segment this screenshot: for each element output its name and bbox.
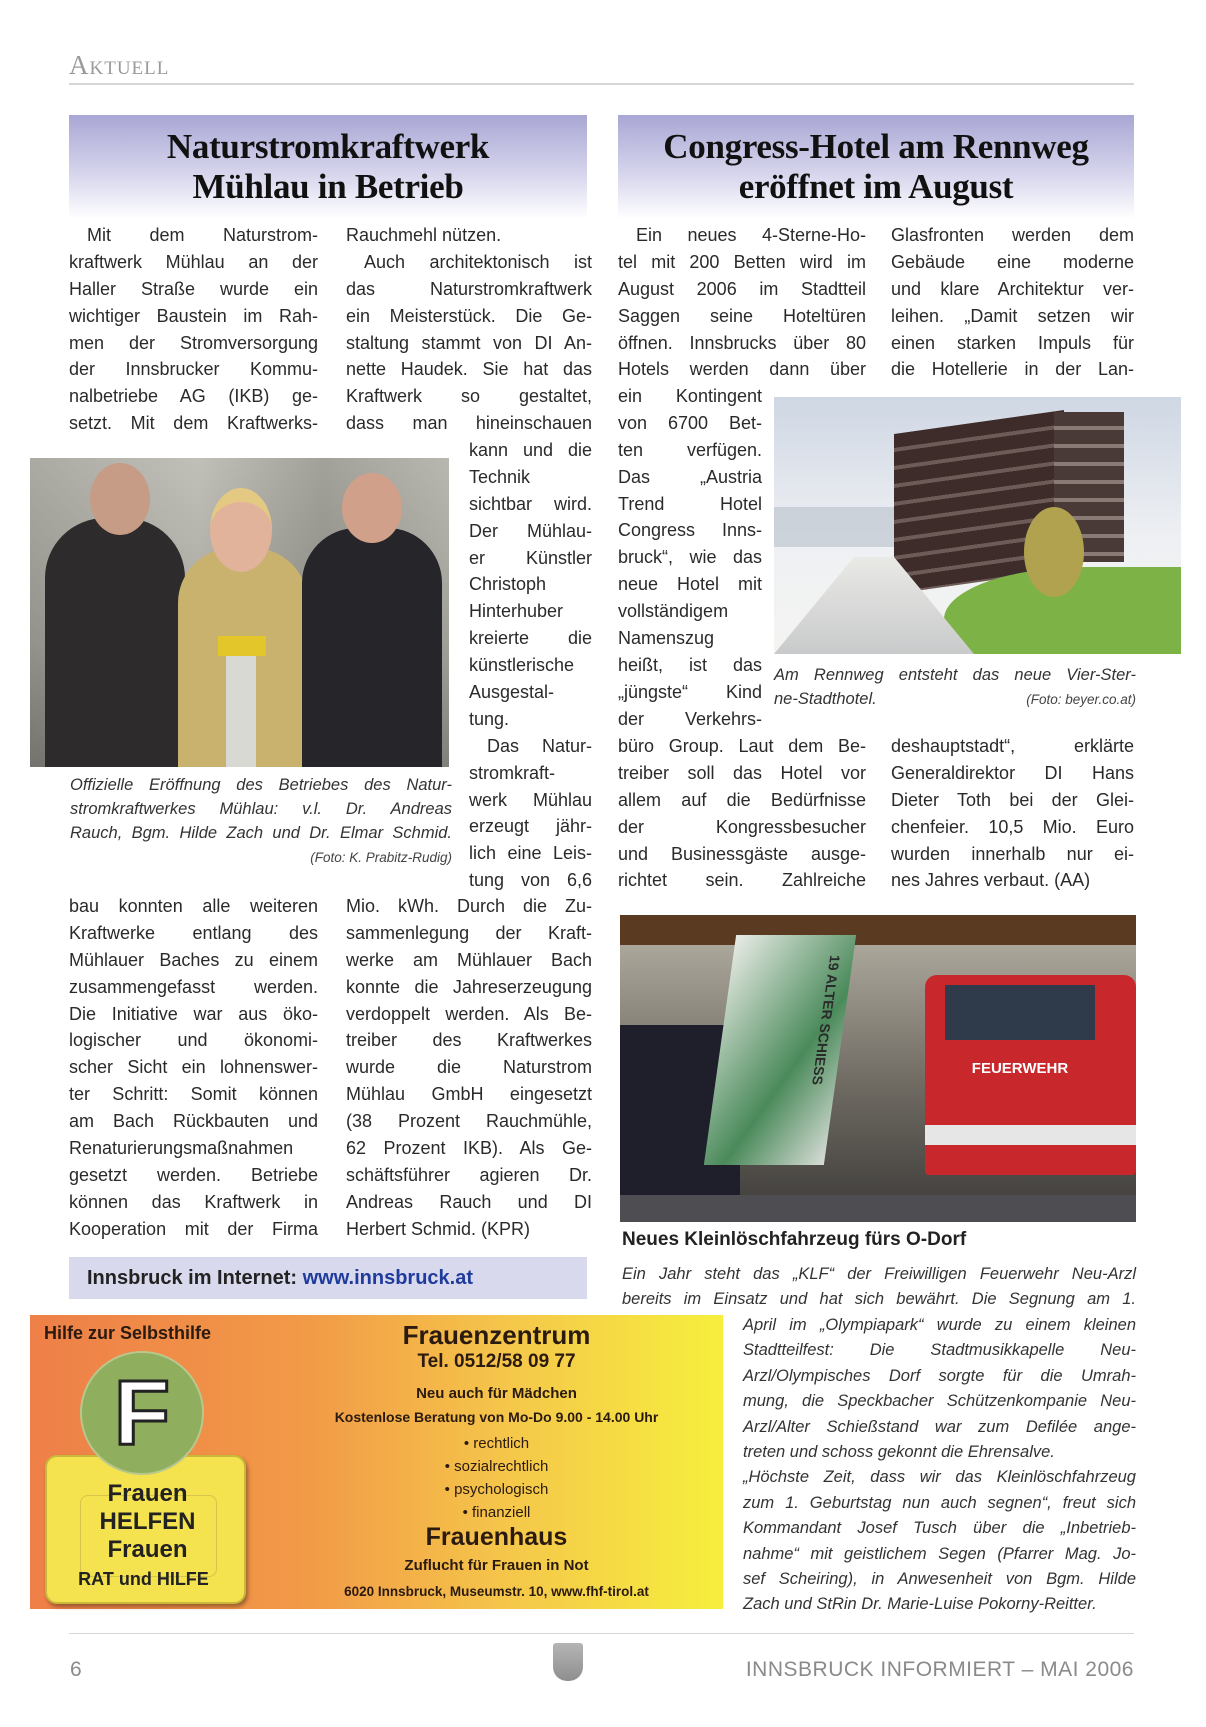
ad-address: 6020 Innsbruck, Museumstr. 10, www.fhf-tirol.at (344, 1584, 649, 1599)
text-line: werk Mühlau (469, 789, 592, 810)
ad-logo-letter: F (113, 1362, 171, 1464)
text-line: Hinterhuber (469, 601, 564, 622)
article2-title-line2: eröffnet im August (738, 167, 1014, 206)
article2-col1-bottom (618, 733, 866, 894)
text-line: Das „Austria (618, 466, 762, 487)
text-line: bau konnten alle weiteren (69, 896, 318, 916)
text-line: scher Sicht ein lohnenswer- (69, 1057, 318, 1078)
text-line: Kraftwerk so gestaltet, (346, 386, 592, 407)
switch-post (226, 643, 256, 767)
text-line: heißt, ist das (618, 654, 762, 675)
text-line: der Kongressbesucher (618, 816, 866, 837)
article2-title (618, 115, 1134, 207)
tree (1024, 507, 1084, 597)
text-line: der Innsbrucker Kommu- (69, 359, 318, 380)
header-rule (69, 83, 1134, 85)
text-line: Kommandant Josef Tusch über die „Inbetrieb- (743, 1519, 1136, 1538)
text-line: treten und schoss gekonnt die Ehrensalve. (743, 1443, 1055, 1462)
text-line: Auch architektonisch ist (364, 251, 592, 272)
text-line: kann und die (469, 440, 592, 460)
person-left (45, 518, 185, 767)
caption-line: ne-Stadthotel. (774, 690, 877, 708)
text-line: Ein Jahr steht das „KLF“ der Freiwilligen Feuerwehr Neu-Arzl (622, 1265, 1136, 1283)
text-line: Andreas Rauch und DI (346, 1191, 592, 1212)
text-line: Herbert Schmid. (KPR) (346, 1218, 531, 1239)
text-line: Der Mühlau- (469, 520, 592, 541)
text-line: vollständigem (618, 601, 729, 622)
text-line: Mühlauer Baches zu einem (69, 949, 318, 970)
text-line: Christoph (469, 574, 547, 595)
canopy (620, 915, 1136, 945)
internet-link[interactable]: www.innsbruck.at (302, 1267, 473, 1289)
text-line: nahme“ mit geistlichem Segen (Pfarrer Mag. Jo- (743, 1544, 1136, 1563)
text-line: Ausgestal- (469, 682, 555, 703)
text-line: er Künstler (469, 547, 592, 568)
text-line: Arzl/Alter Schießstand war zum Defilée ange- (743, 1417, 1136, 1436)
text-line: Hotels werden dann über (618, 359, 866, 380)
text-line: lich eine Leis- (469, 843, 592, 864)
article1-photo-credit: (Foto: K. Prabitz-Rudig) (310, 850, 452, 865)
article2-caption (774, 663, 1136, 712)
text-line: werke am Mühlauer Bach (346, 949, 592, 970)
text-line: richtet sein. Zahlreiche (618, 870, 866, 891)
text-line: konnte die Jahreserzeugung (346, 976, 592, 997)
truck-label: FEUERWEHR (971, 1060, 1069, 1077)
article2-title-line1: Congress-Hotel am Rennweg (663, 127, 1089, 166)
text-line: Ein neues 4-Sterne-Ho- (636, 225, 866, 245)
text-line: der Verkehrs- (618, 708, 762, 729)
text-line: mung, die Speckbacher Schützenkompanie Neu- (743, 1392, 1136, 1411)
text-line: deshauptstadt“, erklärte (891, 736, 1134, 756)
text-line: öffnen. Innsbrucks über 80 (618, 332, 866, 353)
bumper (925, 1125, 1136, 1145)
text-line: Technik (469, 466, 531, 487)
article2-col2-bottom (891, 733, 1134, 894)
article3-title: Neues Kleinlöschfahrzeug fürs O-Dorf (622, 1229, 967, 1250)
text-line: Mühlau GmbH eingesetzt (346, 1084, 592, 1105)
text-line: (38 Prozent Rauchmühle, (346, 1111, 592, 1132)
person-right (302, 528, 442, 767)
ad-title2: Frauenhaus (425, 1523, 568, 1551)
text-line: bruck“, wie das (618, 547, 762, 568)
text-line: wurde die Naturstrom (346, 1057, 592, 1078)
street (620, 1195, 1136, 1222)
ad-item: • sozialrechtlich (444, 1458, 549, 1475)
article3-caption-indented (743, 1313, 1136, 1618)
article1-caption (70, 773, 452, 845)
article2-photo-credit: (Foto: beyer.co.at) (1026, 692, 1136, 707)
text-line: ein Meisterstück. Die Ge- (346, 305, 592, 326)
text-line: wichtiger Baustein im Rah- (69, 305, 318, 326)
text-line: stromkraft- (469, 762, 556, 783)
article2-col2-top (891, 222, 1134, 383)
text-line: Mit dem Naturstrom- (87, 225, 318, 245)
person-center-head (210, 488, 272, 572)
article1-col2-narrow (469, 437, 592, 894)
text-line: nes Jahres verbaut. (AA) (891, 870, 1091, 891)
text-line: Kraftwerke entlang des (69, 922, 318, 943)
article2-hotel-photo (774, 397, 1181, 654)
frauenzentrum-ad (30, 1315, 723, 1609)
text-line: Gebäude eine moderne (891, 251, 1134, 272)
text-line: Arzl/Olympisches Dorf sorgte für die Umrah- (743, 1366, 1136, 1385)
text-line: setzt. Mit dem Kraftwerks- (69, 413, 318, 434)
text-line: bereits im Einsatz und hat sich bewährt. Die Segnung am 1. (622, 1290, 1136, 1309)
text-line: ter Schritt: Somit können (69, 1084, 318, 1105)
person-left-head (90, 463, 150, 535)
windshield (945, 985, 1095, 1040)
ad-logo-text-line: Frauen (107, 1536, 188, 1563)
text-line: Die Initiative war aus öko- (69, 1003, 318, 1024)
text-line: sichtbar wird. (469, 493, 592, 514)
ad-item: • finanziell (462, 1504, 531, 1521)
text-line: kreierte die (469, 628, 592, 649)
article2-headline-box (618, 115, 1134, 219)
text-line: nalbetriebe AG (IKB) ge- (69, 386, 318, 407)
mountains (774, 507, 914, 547)
text-line: schäftsführer agieren Dr. (346, 1164, 592, 1185)
text-line: leihen. „Damit setzen wir (891, 305, 1134, 326)
internet-bar (69, 1257, 587, 1299)
ad-logo-text (80, 1480, 215, 1564)
text-line: sammenlegung der Kraft- (346, 922, 592, 943)
text-line: Generaldirektor DI Hans (891, 762, 1134, 783)
fire-truck (925, 975, 1136, 1175)
text-line: zum 1. Geburtstag nun auch segnen“, freut sich (743, 1493, 1136, 1512)
text-line: April im „Olympiapark“ wurde zu einem kleinen (743, 1316, 1136, 1334)
text-line: Mio. kWh. Durch die Zu- (346, 896, 592, 916)
publication-name: INNSBRUCK INFORMIERT – MAI 2006 (745, 1658, 1134, 1681)
article1-col1-bottom (69, 893, 318, 1243)
article1-col2-top (346, 222, 592, 437)
text-line: treiber des Kraftwerkes (346, 1030, 592, 1051)
text-line: und Businessgäste ausge- (618, 843, 866, 864)
text-line: treiber soll das Hotel vor (618, 762, 866, 783)
text-line: von 6700 Bet- (618, 412, 762, 433)
page-number: 6 (70, 1658, 82, 1681)
text-line: kraftwerk Mühlau an der (69, 251, 318, 272)
text-line: büro Group. Laut dem Be- (618, 736, 866, 756)
text-line: „Höchste Zeit, dass wir das Kleinlöschfahrzeug (743, 1468, 1136, 1487)
text-line: tung. (469, 708, 510, 729)
flag: 19 ALTER SCHIESS (704, 935, 856, 1165)
text-line: können das Kraftwerk in (69, 1191, 318, 1212)
text-line: Rauchmehl nützen. (346, 225, 502, 245)
text-line: men der Stromversorgung (69, 332, 318, 353)
text-line: Rauch, Bgm. Hilde Zach und Dr. Elmar Schmid. (70, 824, 452, 842)
text-line: August 2006 im Stadtteil (618, 278, 866, 299)
internet-label: Innsbruck im Internet: (87, 1267, 298, 1289)
text-line: Namenszug (618, 628, 715, 649)
ad-item: • psychologisch (444, 1481, 549, 1498)
text-line: nette Haudek. Sie hat das (346, 359, 592, 380)
text-line: und klare Architektur ver- (891, 278, 1134, 299)
article1-title-line2: Mühlau in Betrieb (192, 167, 464, 206)
section-label: Aktuell (69, 50, 170, 80)
text-line: tel mit 200 Betten wird im (618, 251, 866, 272)
text-line: die Hotellerie in der Lan- (891, 359, 1134, 380)
article1-title (69, 115, 587, 207)
article3-fire-truck-photo (620, 915, 1136, 1222)
text-line: „jüngste“ Kind (618, 681, 762, 702)
ad-new: Neu auch für Mädchen (416, 1385, 577, 1402)
text-line: zusammengefasst werden. (69, 976, 318, 997)
article3-caption-full (622, 1262, 1136, 1313)
article1-title-line1: Naturstromkraftwerk (166, 127, 490, 166)
text-line: chenfeier. 10,5 Mio. Euro (891, 816, 1134, 837)
text-line: staltung stammt von DI An- (346, 332, 592, 353)
text-line: Congress Inns- (618, 520, 762, 541)
text-line: das Naturstromkraftwerk (346, 278, 592, 299)
text-line: Zach und StRin Dr. Marie-Luise Pokorny-Reitter. (743, 1595, 1097, 1614)
text-line: stromkraftwerkes Mühlau: v.l. Dr. Andreas (70, 800, 452, 818)
text-line: Dieter Toth bei der Glei- (891, 789, 1134, 810)
text-line: allem auf die Bedürfnisse (618, 789, 866, 810)
article2-col1-top (618, 222, 866, 383)
text-line: gesetzt werden. Betriebe (69, 1164, 318, 1185)
text-line: Offizielle Eröffnung des Betriebes des Natur- (70, 776, 452, 794)
text-line: Renaturierungsmaßnahmen (69, 1138, 294, 1159)
ad-items (270, 1432, 723, 1524)
text-line: Das Natur- (487, 735, 592, 756)
ad-logo-text-line: HELFEN (99, 1508, 196, 1535)
text-line: Haller Straße wurde ein (69, 278, 318, 299)
ad-item: • rechtlich (463, 1435, 530, 1452)
ad-rat-hilfe: RAT und HILFE (78, 1569, 209, 1589)
text-line: 62 Prozent IKB). Als Ge- (346, 1138, 592, 1159)
text-line: dass man hineinschauen (346, 413, 592, 434)
ad-logo-circle (80, 1351, 204, 1475)
text-line: künstlerische (469, 655, 575, 676)
text-line: verdoppelt werden. Als Be- (346, 1003, 592, 1024)
text-line: logischer und ökonomi- (69, 1030, 318, 1051)
text-line: tung von 6,6 (469, 870, 592, 891)
caption-line: Am Rennweg entsteht das neue Vier-Ster- (774, 666, 1136, 684)
text-line: erzeugt jähr- (469, 816, 592, 837)
ad-consult: Kostenlose Beratung von Mo-Do 9.00 - 14.00 Uhr (334, 1409, 659, 1425)
article1-photo (30, 458, 449, 767)
text-line: einen starken Impuls für (891, 332, 1134, 353)
text-line: wurden innerhalb nur ei- (891, 843, 1134, 864)
text-line: neue Hotel mit (618, 574, 762, 595)
text-line: Kooperation mit der Firma (69, 1218, 318, 1239)
ad-subtitle2: Zuflucht für Frauen in Not (404, 1557, 589, 1574)
text-line: Stadtteilfest: Die Stadtmusikkapelle Neu- (743, 1341, 1136, 1360)
ad-title: Frauenzentrum (402, 1320, 591, 1350)
ad-logo-text-line: Frauen (107, 1480, 188, 1507)
text-line: Glasfronten werden dem (891, 225, 1134, 245)
text-line: ten verfügen. (618, 439, 762, 460)
ad-tagline: Hilfe zur Selbsthilfe (44, 1323, 212, 1343)
person-right-head (342, 473, 402, 543)
text-line: sef Scheiring), in Anwesenheit von Bgm. Hilde (743, 1570, 1136, 1589)
ad-phone: Tel. 0512/58 09 77 (417, 1351, 576, 1372)
article1-col2-bottom (346, 893, 592, 1243)
switch-button (218, 636, 266, 656)
text-line: am Bach Rückbauten und (69, 1111, 318, 1132)
article1-col1-top (69, 222, 318, 437)
article1-headline-box (69, 115, 587, 219)
footer-rule (69, 1633, 1134, 1634)
text-line: Saggen seine Hoteltüren (618, 305, 866, 326)
article2-col1-narrow (618, 383, 762, 733)
text-line: Trend Hotel (618, 493, 762, 514)
coat-of-arms-icon (553, 1643, 583, 1681)
text-line: ein Kontingent (618, 386, 762, 406)
